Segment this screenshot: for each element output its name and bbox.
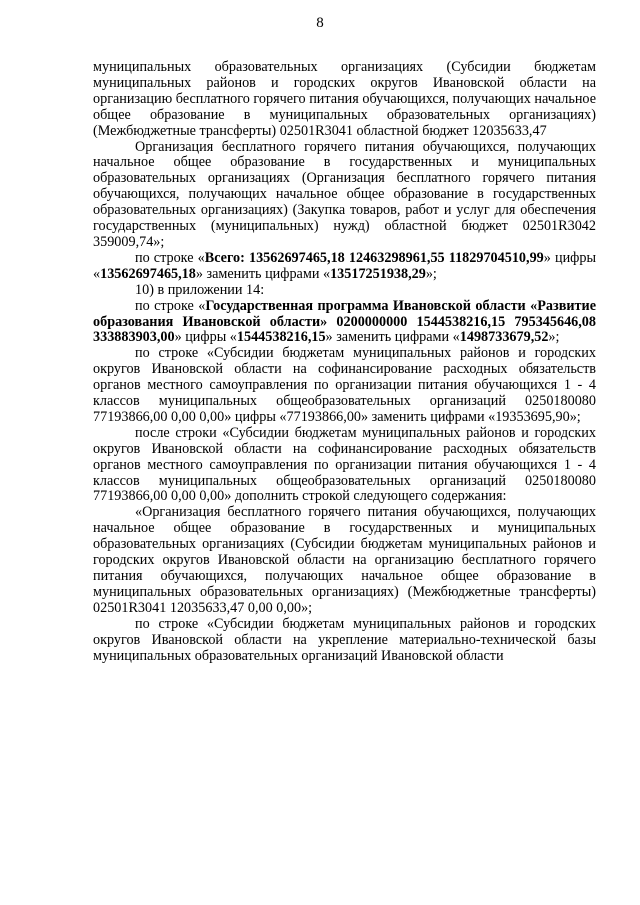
paragraph-9: по строке «Субсидии бюджетам муниципальных районов и городских округов Ивановской области на укрепление материально-технической базы муниципальных образовательных организаций Ивановской области [93, 615, 596, 664]
paragraph-6: по строке «Субсидии бюджетам муниципальных районов и городских округов Ивановской области на софинансирование расходных обязательств органов местного самоуправления по организации питания обучающихся 1 - 4 классов муниципальных общеобразовательных организаций 0250180080 77193866,00 0,00 0,00» цифры «77193866,00» заменить цифрами «19353695,90»; [93, 345, 596, 425]
paragraph-8: «Организация бесплатного горячего питания обучающихся, получающих начальное общее образование в государственных и муниципальных образовательных организациях (Субсидии бюджетам муниципальных районов и городских округов Ивановской области на организацию бесплатного горячего питания обучающихся, получающих начальное общее образование в муниципальных образовательных организациях) (Межбюджетные трансферты) 02501R3041 12035633,47 0,00 0,00»; [93, 504, 596, 616]
paragraph-5 [93, 299, 596, 347]
paragraph-5-bold-program: Государственная программа Ивановской области «Развитие образования Ивановской области» 0200000000 1544538216,15 795345646,08 333883903,00 [93, 297, 596, 346]
page-number: 8 [316, 15, 324, 31]
paragraph-3-text-3: » заменить цифрами « [195, 265, 331, 282]
paragraph-5-bold-old-value: 1544538216,15 [236, 329, 326, 346]
paragraph-5-bold-new-value: 1498733679,52 [459, 329, 549, 346]
paragraph-3 [93, 251, 596, 283]
paragraph-3-text-2: » цифры « [93, 249, 596, 282]
paragraph-5-text-1: по строке « [135, 297, 206, 314]
paragraph-3-bold-totals: Всего: 13562697465,18 12463298961,55 11829704510,99 [204, 249, 544, 266]
paragraph-2: Организация бесплатного горячего питания обучающихся, получающих начальное общее образование в государственных и муниципальных образовательных организациях (Организация бесплатного горячего питания обучающихся, получающих начальное общее образование в государственных образовательных организациях) (Закупка товаров, работ и услуг для обеспечения государственных (муниципальных) нужд) областной бюджет 02501R3042 359009,74»; [93, 138, 596, 250]
paragraph-3-text-4: »; [425, 265, 437, 282]
paragraph-3-bold-new-value: 13517251938,29 [330, 265, 426, 282]
paragraph-5-text-3: » заменить цифрами « [325, 329, 460, 346]
paragraph-1: муниципальных образовательных организациях (Субсидии бюджетам муниципальных районов и городских округов Ивановской области на организацию бесплатного горячего питания обучающихся, получающих начальное общее образование в муниципальных образовательных организациях) (Межбюджетные трансферты) 02501R3041 областной бюджет 12035633,47 [93, 59, 596, 139]
paragraph-7: после строки «Субсидии бюджетам муниципальных районов и городских округов Ивановской области на софинансирование расходных обязательств органов местного самоуправления по организации питания обучающихся 1 - 4 классов муниципальных общеобразовательных организаций 0250180080 77193866,00 0,00 0,00» дополнить строкой следующего содержания: [93, 424, 596, 505]
document-body [93, 60, 596, 664]
paragraph-3-bold-old-value: 13562697465,18 [100, 265, 196, 282]
paragraph-3-text-1: по строке « [135, 249, 205, 266]
paragraph-5-text-4: »; [548, 329, 560, 346]
paragraph-5-text-2: » цифры « [174, 329, 237, 346]
paragraph-4: 10) в приложении 14: [135, 281, 265, 298]
